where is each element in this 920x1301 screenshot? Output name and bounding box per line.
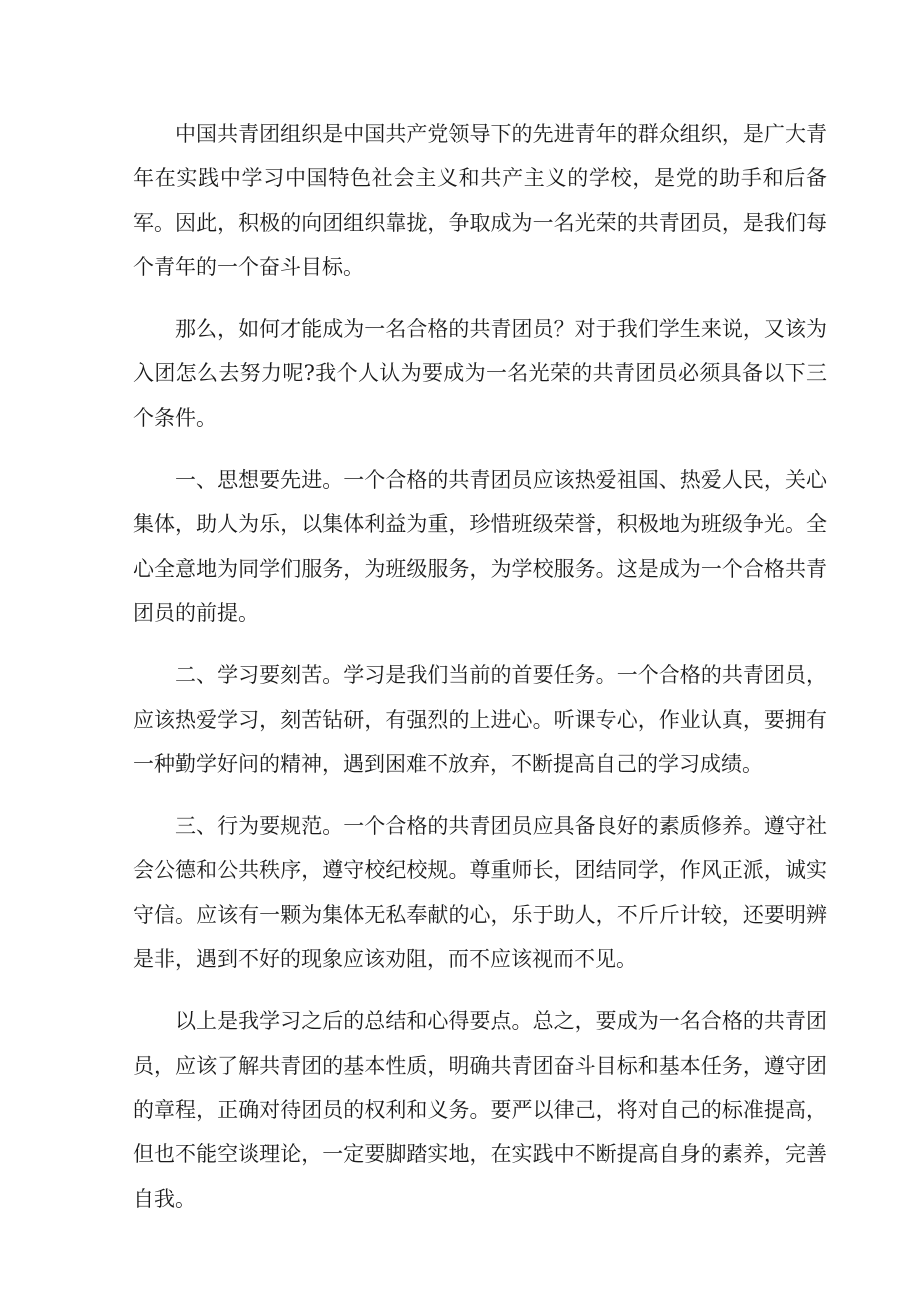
paragraph-conclusion: 以上是我学习之后的总结和心得要点。总之，要成为一名合格的共青团员，应该了解共青团的基本性质，明确共青团奋斗目标和基本任务，遵守团的章程，正确对待团员的权利和义务。要严以律己，将对自己的标准提高，但也不能空谈理论，一定要脚踏实地，在实践中不断提高自身的素养，完善自我。 bbox=[133, 1009, 827, 1211]
paragraph-condition-2: 二、学习要刻苦。学习是我们当前的首要任务。一个合格的共青团员，应该热爱学习，刻苦钻研，有强烈的上进心。听课专心，作业认真，要拥有一种勤学好问的精神，遇到困难不放弃，不断提高自己的学习成绩。 bbox=[133, 663, 827, 776]
paragraph-question: 那么，如何才能成为一名合格的共青团员？对于我们学生来说，又该为入团怎么去努力呢?我个人认为要成为一名光荣的共青团员必须具备以下三个条件。 bbox=[133, 317, 827, 430]
paragraph-condition-3: 三、行为要规范。一个合格的共青团员应具备良好的素质修养。遵守社会公德和公共秩序，遵守校纪校规。尊重师长，团结同学，作风正派，诚实守信。应该有一颗为集体无私奉献的心，乐于助人，不斤斤计较，还要明辨是非，遇到不好的现象应该劝阻，而不应该视而不见。 bbox=[133, 814, 827, 972]
paragraph-condition-1: 一、思想要先进。一个合格的共青团员应该热爱祖国、热爱人民，关心集体，助人为乐，以集体利益为重，珍惜班级荣誉，积极地为班级争光。全心全意地为同学们服务，为班级服务，为学校服务。这是成为一个合格共青团员的前提。 bbox=[133, 468, 827, 625]
document-body bbox=[133, 112, 827, 1239]
paragraph-intro: 中国共青团组织是中国共产党领导下的先进青年的群众组织，是广大青年在实践中学习中国特色社会主义和共产主义的学校，是党的助手和后备军。因此，积极的向团组织靠拢，争取成为一名光荣的共青团员，是我们每个青年的一个奋斗目标。 bbox=[133, 122, 827, 279]
